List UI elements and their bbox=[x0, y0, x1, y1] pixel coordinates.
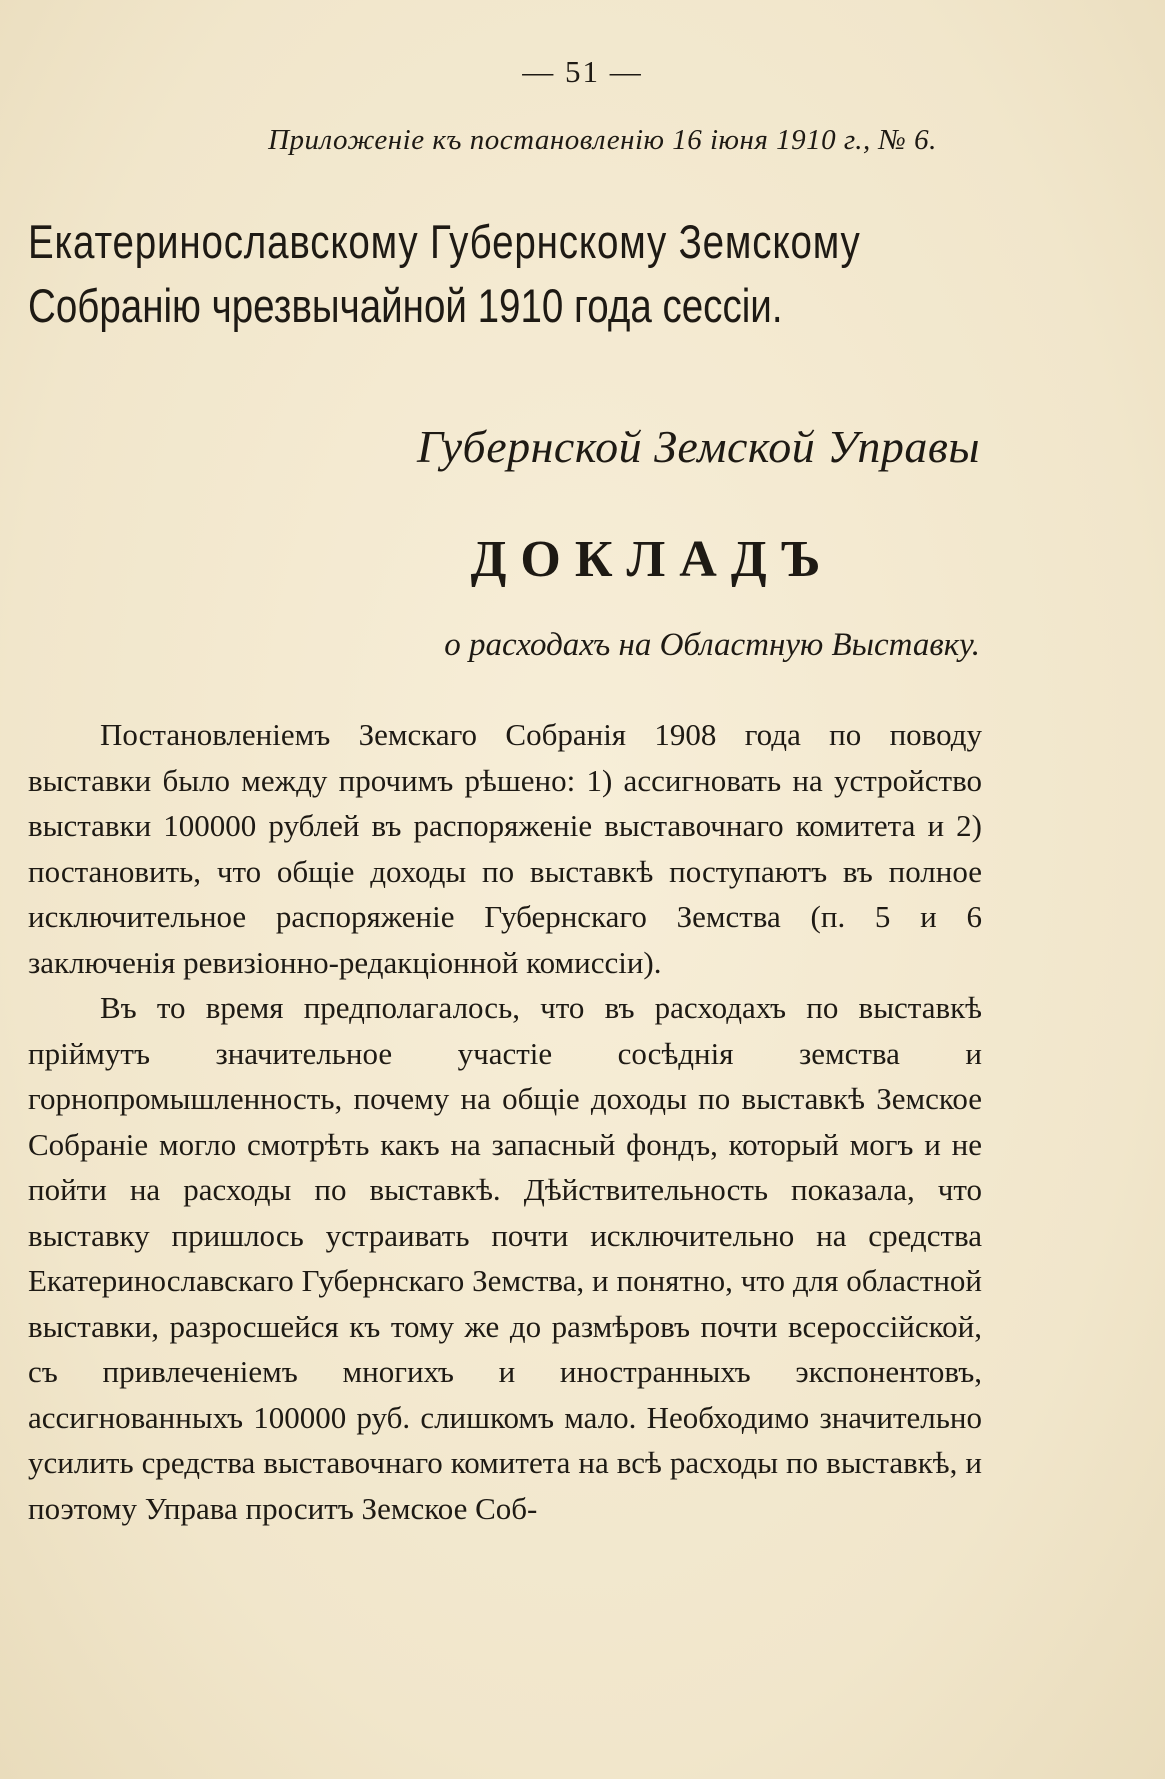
body-text bbox=[28, 712, 982, 1531]
document-subject: о расходахъ на Областную Выставку. bbox=[444, 627, 980, 663]
page-number: — 51 — bbox=[522, 54, 643, 89]
paragraph-2: Въ то время предполагалось, что въ расходахъ по выставкѣ пріймутъ значительное участіе сосѣднія земства и горнопромышленность, почему на общіе доходы по выставкѣ Земское Собраніе могло смотрѣть какъ на запасный фондъ, который могъ и не пойти на расходы по выставкѣ. Дѣйствительность показала, что выставку пришлось устраивать почти исключительно на средства Екатеринославскаго Губернскаго Земства, и понятно, что для областной выставки, разросшейся къ тому же до размѣровъ почти всероссійской, съ привлеченіемъ многихъ и иностранныхъ экспонентовъ, ассигнованныхъ 100000 руб. слишкомъ мало. Необходимо значительно усилить средства выставочнаго комитета на всѣ расходы по выставкѣ, и поэтому Управа проситъ Земское Соб- bbox=[28, 990, 982, 1526]
appendix-note: Приложеніе къ постановленію 16 іюня 1910 г., № 6. bbox=[268, 124, 937, 156]
addressee-heading bbox=[28, 210, 861, 338]
addressee-line-1: Екатеринославскому Губернскому Земскому bbox=[28, 215, 861, 268]
addressee-line-2: Собранію чрезвычайной 1910 года сессіи. bbox=[28, 279, 783, 332]
issuer-heading: Губернской Земской Управы bbox=[416, 421, 980, 472]
document-title: ДОКЛАДЪ bbox=[470, 531, 835, 588]
paragraph-1: Постановленіемъ Земскаго Собранія 1908 года по поводу выставки было между прочимъ рѣшено: 1) ассигновать на устройство выставки 100000 рублей въ распоряженіе выставочнаго комитета и 2) постановить, что общіе доходы по выставкѣ поступаютъ въ полное исключительное распоряженіе Губернскаго Земства (п. 5 и 6 заключенія ревизіонно-редакціонной комиссіи). bbox=[28, 717, 982, 980]
